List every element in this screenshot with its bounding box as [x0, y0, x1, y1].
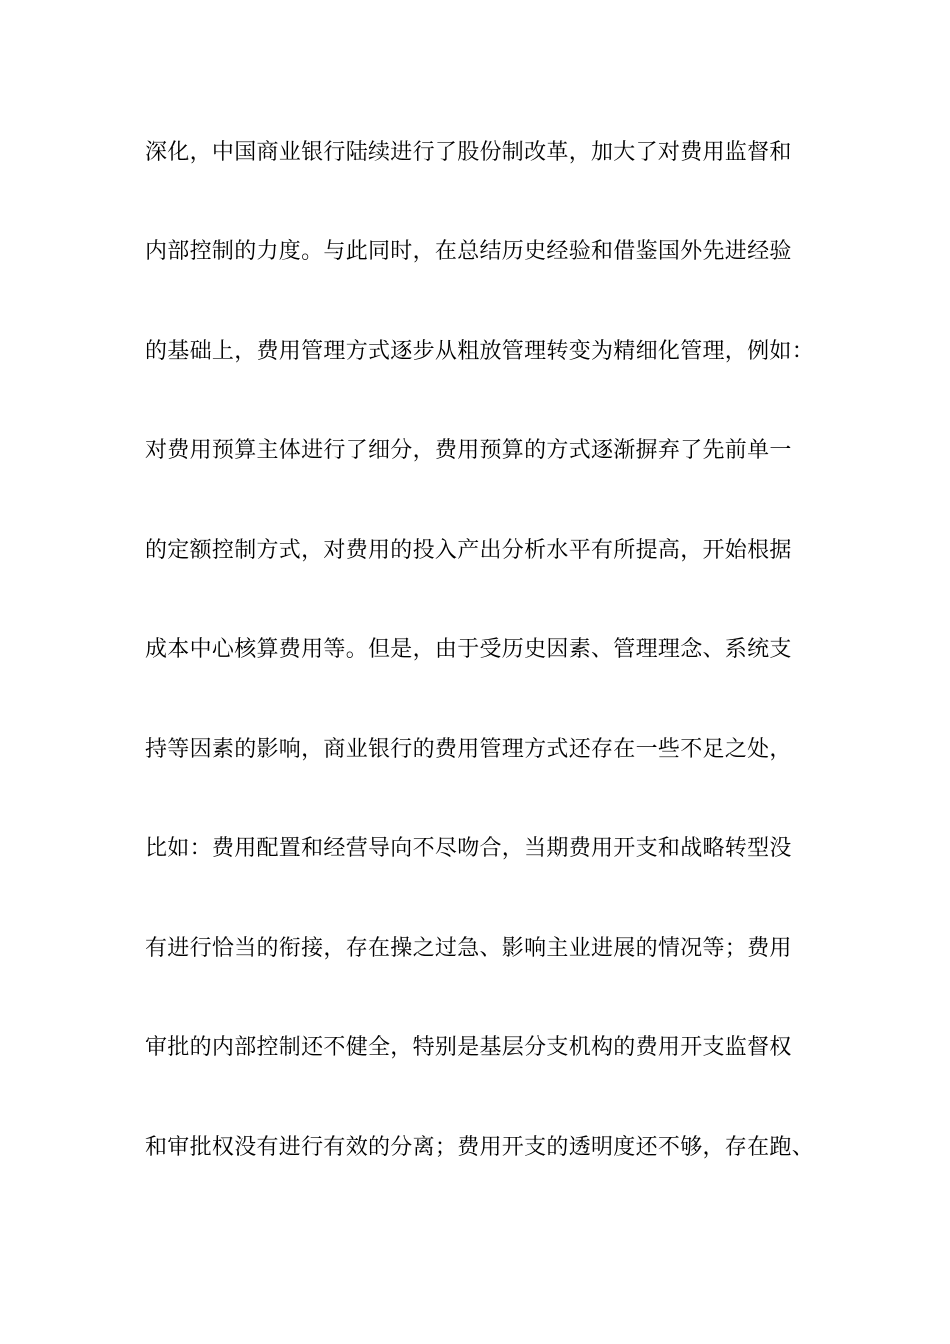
- text-line: 比如：费用配置和经营导向不尽吻合，当期费用开支和战略转型没: [145, 836, 792, 861]
- text-line: 对费用预算主体进行了细分，费用预算的方式逐渐摒弃了先前单一: [145, 438, 792, 463]
- text-line: 内部控制的力度。与此同时，在总结历史经验和借鉴国外先进经验: [145, 239, 792, 264]
- text-line: 持等因素的影响，商业银行的费用管理方式还存在一些不足之处，: [145, 737, 792, 762]
- text-line: 成本中心核算费用等。但是，由于受历史因素、管理理念、系统支: [145, 637, 792, 662]
- text-line: 的基础上，费用管理方式逐步从粗放管理转变为精细化管理，例如：: [145, 339, 815, 364]
- text-line: 有进行恰当的衔接，存在操之过急、影响主业进展的情况等；费用: [145, 936, 792, 961]
- text-line: 审批的内部控制还不健全，特别是基层分支机构的费用开支监督权: [145, 1035, 792, 1060]
- text-line: 的定额控制方式，对费用的投入产出分析水平有所提高，开始根据: [145, 538, 792, 563]
- text-line: 深化，中国商业银行陆续进行了股份制改革，加大了对费用监督和: [145, 140, 792, 165]
- text-line: 和审批权没有进行有效的分离；费用开支的透明度还不够，存在跑、: [145, 1135, 815, 1160]
